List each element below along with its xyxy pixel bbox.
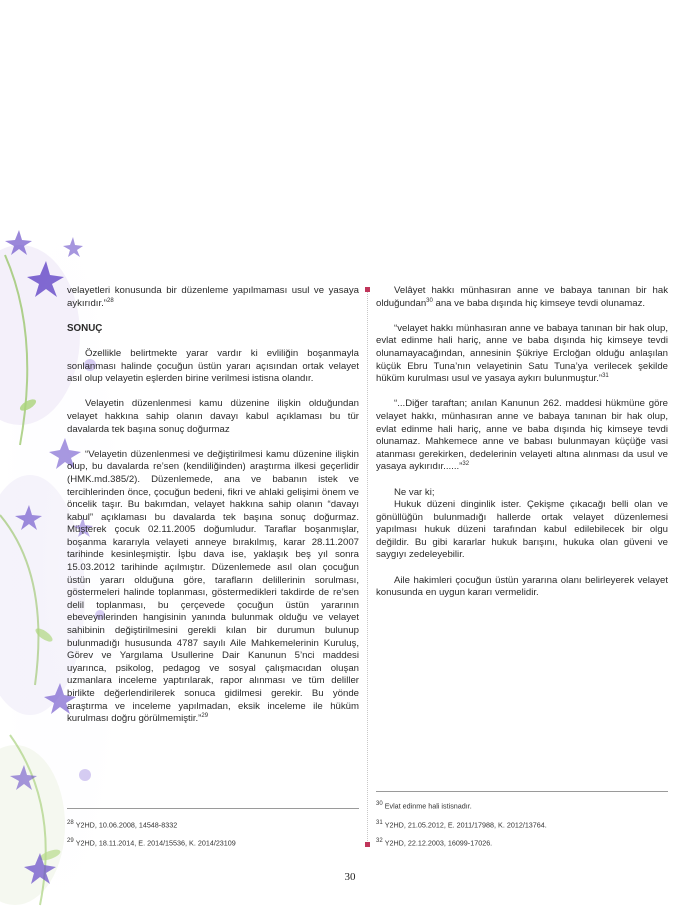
- divider-top-marker: [365, 287, 370, 292]
- footnote-text: Evlat edinme hali istisnadır.: [384, 801, 472, 811]
- paragraph-text: Velâyet hakkı münhasıran anne ve babaya tanınan bir hak olduğundan: [376, 285, 668, 309]
- footnote-ref: 31: [602, 372, 609, 379]
- left-text-column: [67, 285, 359, 738]
- footnote-number: 31: [376, 820, 383, 826]
- footnote-rule-left: [67, 808, 359, 809]
- footnote-text: Y2HD, 21.05.2012, E. 2011/17988, K. 2012/13764.: [384, 820, 547, 830]
- paragraph: Hukuk düzeni dinginlik ister. Çekişme çıkacağı belli olan ve gönüllüğün bulunmadığı hallerde ortak velayet düzenlemesi yapılması hukuk düzeni tarafından kabul edilebilecek bir olgu değildir. Bu gibi kararlar hukuk barışını, hukuka olan güveni ve saygıyı zedeleyebilir.: [376, 499, 668, 561]
- paragraph-text: “Velayetin düzenlenmesi ve değiştirilmesi kamu düzenine ilişkin olup, bu davalarda re’sen (kendiliğinden) araştırma ilkesi geçerlidir (HMK.md.385/2). Düzenlemede, ana ve babanın istek ve tercihlerinden önce, çocuğun bedeni, fikri ve ahlaki gelişimi önem ve öncelik taşır. Bu bakımdan, velayet hakkına sahip olanın “davayı kabul” açıklaması bu davalarda tek başına sonuç doğurmaz. Müşterek çocuk 02.11.2005 doğumludur. Taraflar boşanmışlar, boşanma kararıyla velayeti anneye bırakılmış, karar 28.11.2007 tarihinde kesinleşmiştir. İşbu dava ise, yaklaşık beş yıl sonra 15.03.2012 tarihinde açılmıştır. Düzenlemede asıl olan çocuğun üstün yararı olduğuna göre, tarafların delillerinin sorulması, göstermeleri halinde toplanması, göstermedikleri takdirde de re’sen delil toplanması, bu çerçevede çocuğun üstün yararının ebeveynlerinden hangisinin yanında bulunmak olduğu ve velayet sahibinin değiştirilmesini gerekli kılan bir durumun bulunup bulunmadığı hususunda 4787 sayılı Aile Mahkemelerinin Kuruluş, Görev ve Yargılama Usullerine Dair Kanunun 5’nci maddesi uyarınca, psikolog, pedagog ve sosyal çalışmacıdan oluşan uzmanlara inceleme yaptırılarak, rapor alınması ve tüm deliller birlikte değerlendirilerek sonuca gidilmesi gerekir. Bu yönde araştırma ve inceleme yapılmadan, eksik inceleme ile hüküm kurulması doğru görülmemiştir.”: [67, 448, 359, 725]
- quotation-paragraph: [376, 398, 668, 474]
- footnote: [67, 837, 236, 847]
- page-number: 30: [344, 871, 356, 883]
- paragraph: Ne var ki;: [394, 486, 435, 498]
- footnote: [376, 800, 472, 810]
- footnote-text: Y2HD, 18.11.2014, E. 2014/15536, K. 2014/23109: [75, 838, 236, 848]
- paragraph: [67, 285, 359, 310]
- paragraph-text: ana ve baba dışında hiç kimseye tevdi olunamaz.: [432, 297, 646, 309]
- footnote-text: Y2HD, 10.06.2008, 14548-8332: [75, 820, 178, 830]
- footnote-rule-right: [376, 791, 668, 792]
- footnote-text: Y2HD, 22.12.2003, 16099-17026.: [384, 838, 493, 848]
- paragraph-text: “velayet hakkı münhasıran anne ve babaya tanınan bir hak olup, evlat edinme hali hariç, anne ve baba dışında hiç kimseye tevdi olunamayacağından, annesinin Şükriye Ercloğan olduğu anlaşılan küçük Ebru Tuna’nın velayetinin Satu Tuna’ya verilecek şekilde hüküm kurulması usul ve yasaya aykırı bulunmuştur.”: [376, 322, 668, 385]
- paragraph-text: velayetleri konusunda bir düzenleme yapılmaması usul ve yasaya aykırıdır.”: [67, 285, 359, 309]
- quotation-paragraph: [67, 449, 359, 726]
- footnote-ref: 28: [106, 297, 114, 304]
- paragraph: [376, 285, 668, 310]
- footnote-number: 30: [376, 801, 383, 807]
- paragraph: Özellikle belirtmekte yarar vardır ki evliliğin boşanmayla sonlanması halinde çocuğun üstün yararı açısından ortak velayet asıl olup velayetin eşlerden birine verilmesi istisna olandır.: [67, 347, 359, 385]
- footnote-ref: 32: [462, 461, 470, 468]
- footnote: [376, 819, 547, 829]
- divider-bottom-marker: [365, 842, 370, 847]
- footnote-ref: 29: [201, 713, 209, 719]
- column-divider: [367, 289, 368, 845]
- footnote-ref: 30: [426, 297, 433, 304]
- paragraph-text: “...Diğer taraftan; anılan Kanunun 262. maddesi hükmüne göre velayet hakkı, münhasıran anne ve babaya tanınan bir hak olup, evlat edinme hali hariç, anne ve baba dışında hiç kimseye tevdi olunamaz. Mahkemece anne ve babası bulunmayan küçüğe vasi atanması gerekirken, dedelerinin velayeti altına alınması da usul ve yasaya aykırıdır......”: [376, 398, 668, 473]
- footnote-number: 29: [67, 838, 74, 844]
- paragraph: Aile hakimleri çocuğun üstün yararına olanı belirleyerek velayet konusunda en uygun kararı vermelidir.: [376, 574, 668, 599]
- footnote-number: 28: [67, 820, 74, 826]
- footnote: [376, 837, 492, 847]
- quotation-paragraph: [376, 323, 668, 386]
- footnote-number: 32: [376, 838, 383, 844]
- section-heading: SONUÇ: [67, 322, 103, 334]
- right-text-column: [376, 285, 668, 612]
- footnote: [67, 819, 177, 829]
- paragraph: Velayetin düzenlenmesi kamu düzenine ilişkin olduğundan velayet hakkına sahip olanın davayı kabul açıklaması bu tür davalarda tek başına sonuç doğurmaz: [67, 398, 359, 435]
